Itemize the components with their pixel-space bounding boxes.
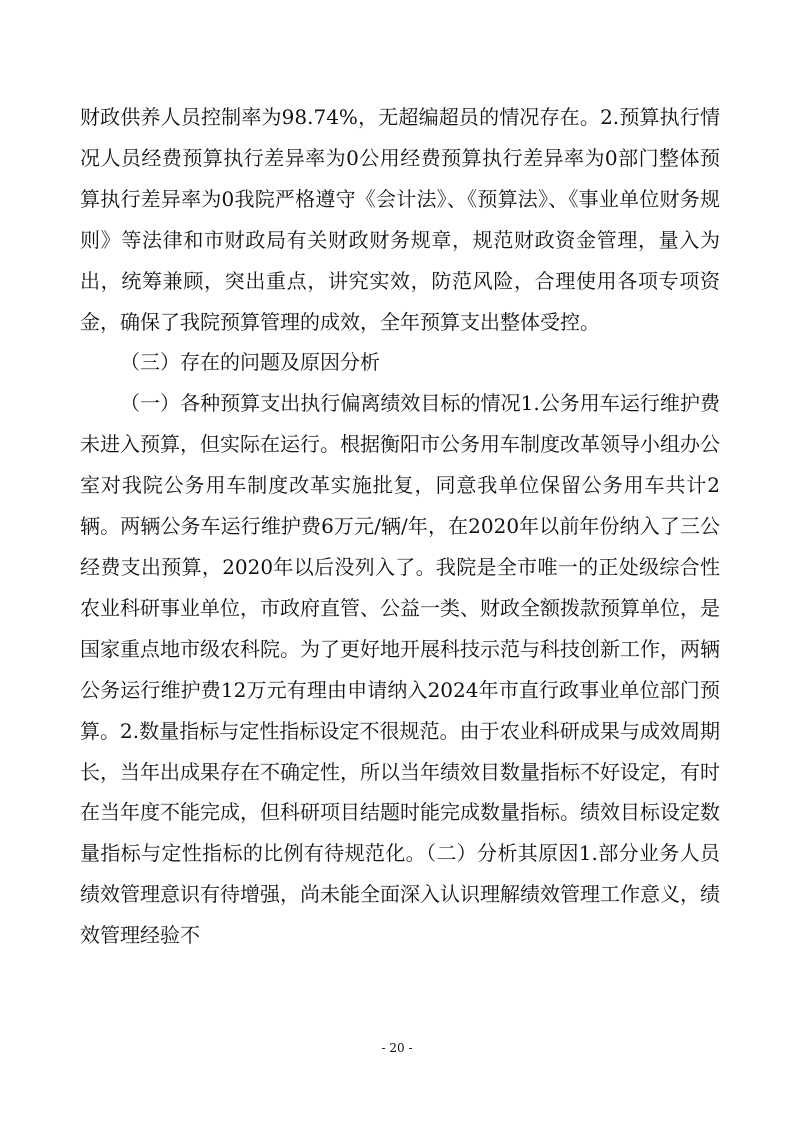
section-heading-problems: （三）存在的问题及原因分析 (120, 350, 380, 375)
paragraph-budget-execution: 财政供养人员控制率为98.74%，无超编超员的情况存在。2.预算执行情况人员经费预算执行差异率为0公用经费预算执行差异率为0部门整体预算执行差异率为0我院严格遵守《会计法》、《预算法》、《事业单位财务规则》等法律和市财政局有关财政财务规章，规范财政资金管理，量入为出，统筹兼顾，突出重点，讲究实效，防范风险，合理使用各项专项资金，确保了我院预算管理的成效，全年预算支出整体受控。 (80, 105, 720, 334)
page-number: - 20 - (381, 1041, 413, 1055)
paragraph-deviation-analysis: （一）各种预算支出执行偏离绩效目标的情况1.公务用车运行维护费未进入预算，但实际在运行。根据衡阳市公务用车制度改革领导小组办公室对我院公务用车制度改革实施批复，同意我单位保留公务用车共计2辆。两辆公务车运行维护费6万元/辆/年，在2020年以前年份纳入了三公经费支出预算，2020年以后没列入了。我院是全市唯一的正处级综合性农业科研事业单位，市政府直管、公益一类、财政全额拨款预算单位，是国家重点地市级农科院。为了更好地开展科技示范与科技创新工作，两辆公务运行维护费12万元有理由申请纳入2024年市直行政事业单位部门预算。2.数量指标与定性指标设定不很规范。由于农业科研成果与成效周期长，当年出成果存在不确定性，所以当年绩效目数量指标不好设定，有时在当年度不能完成，但科研项目结题时能完成数量指标。绩效目标设定数量指标与定性指标的比例有待规范化。（二）分析其原因1.部分业务人员绩效管理意识有待增强，尚未能全面深入认识理解绩效管理工作意义，绩效管理经验不 (80, 391, 720, 948)
body-text (80, 97, 720, 956)
